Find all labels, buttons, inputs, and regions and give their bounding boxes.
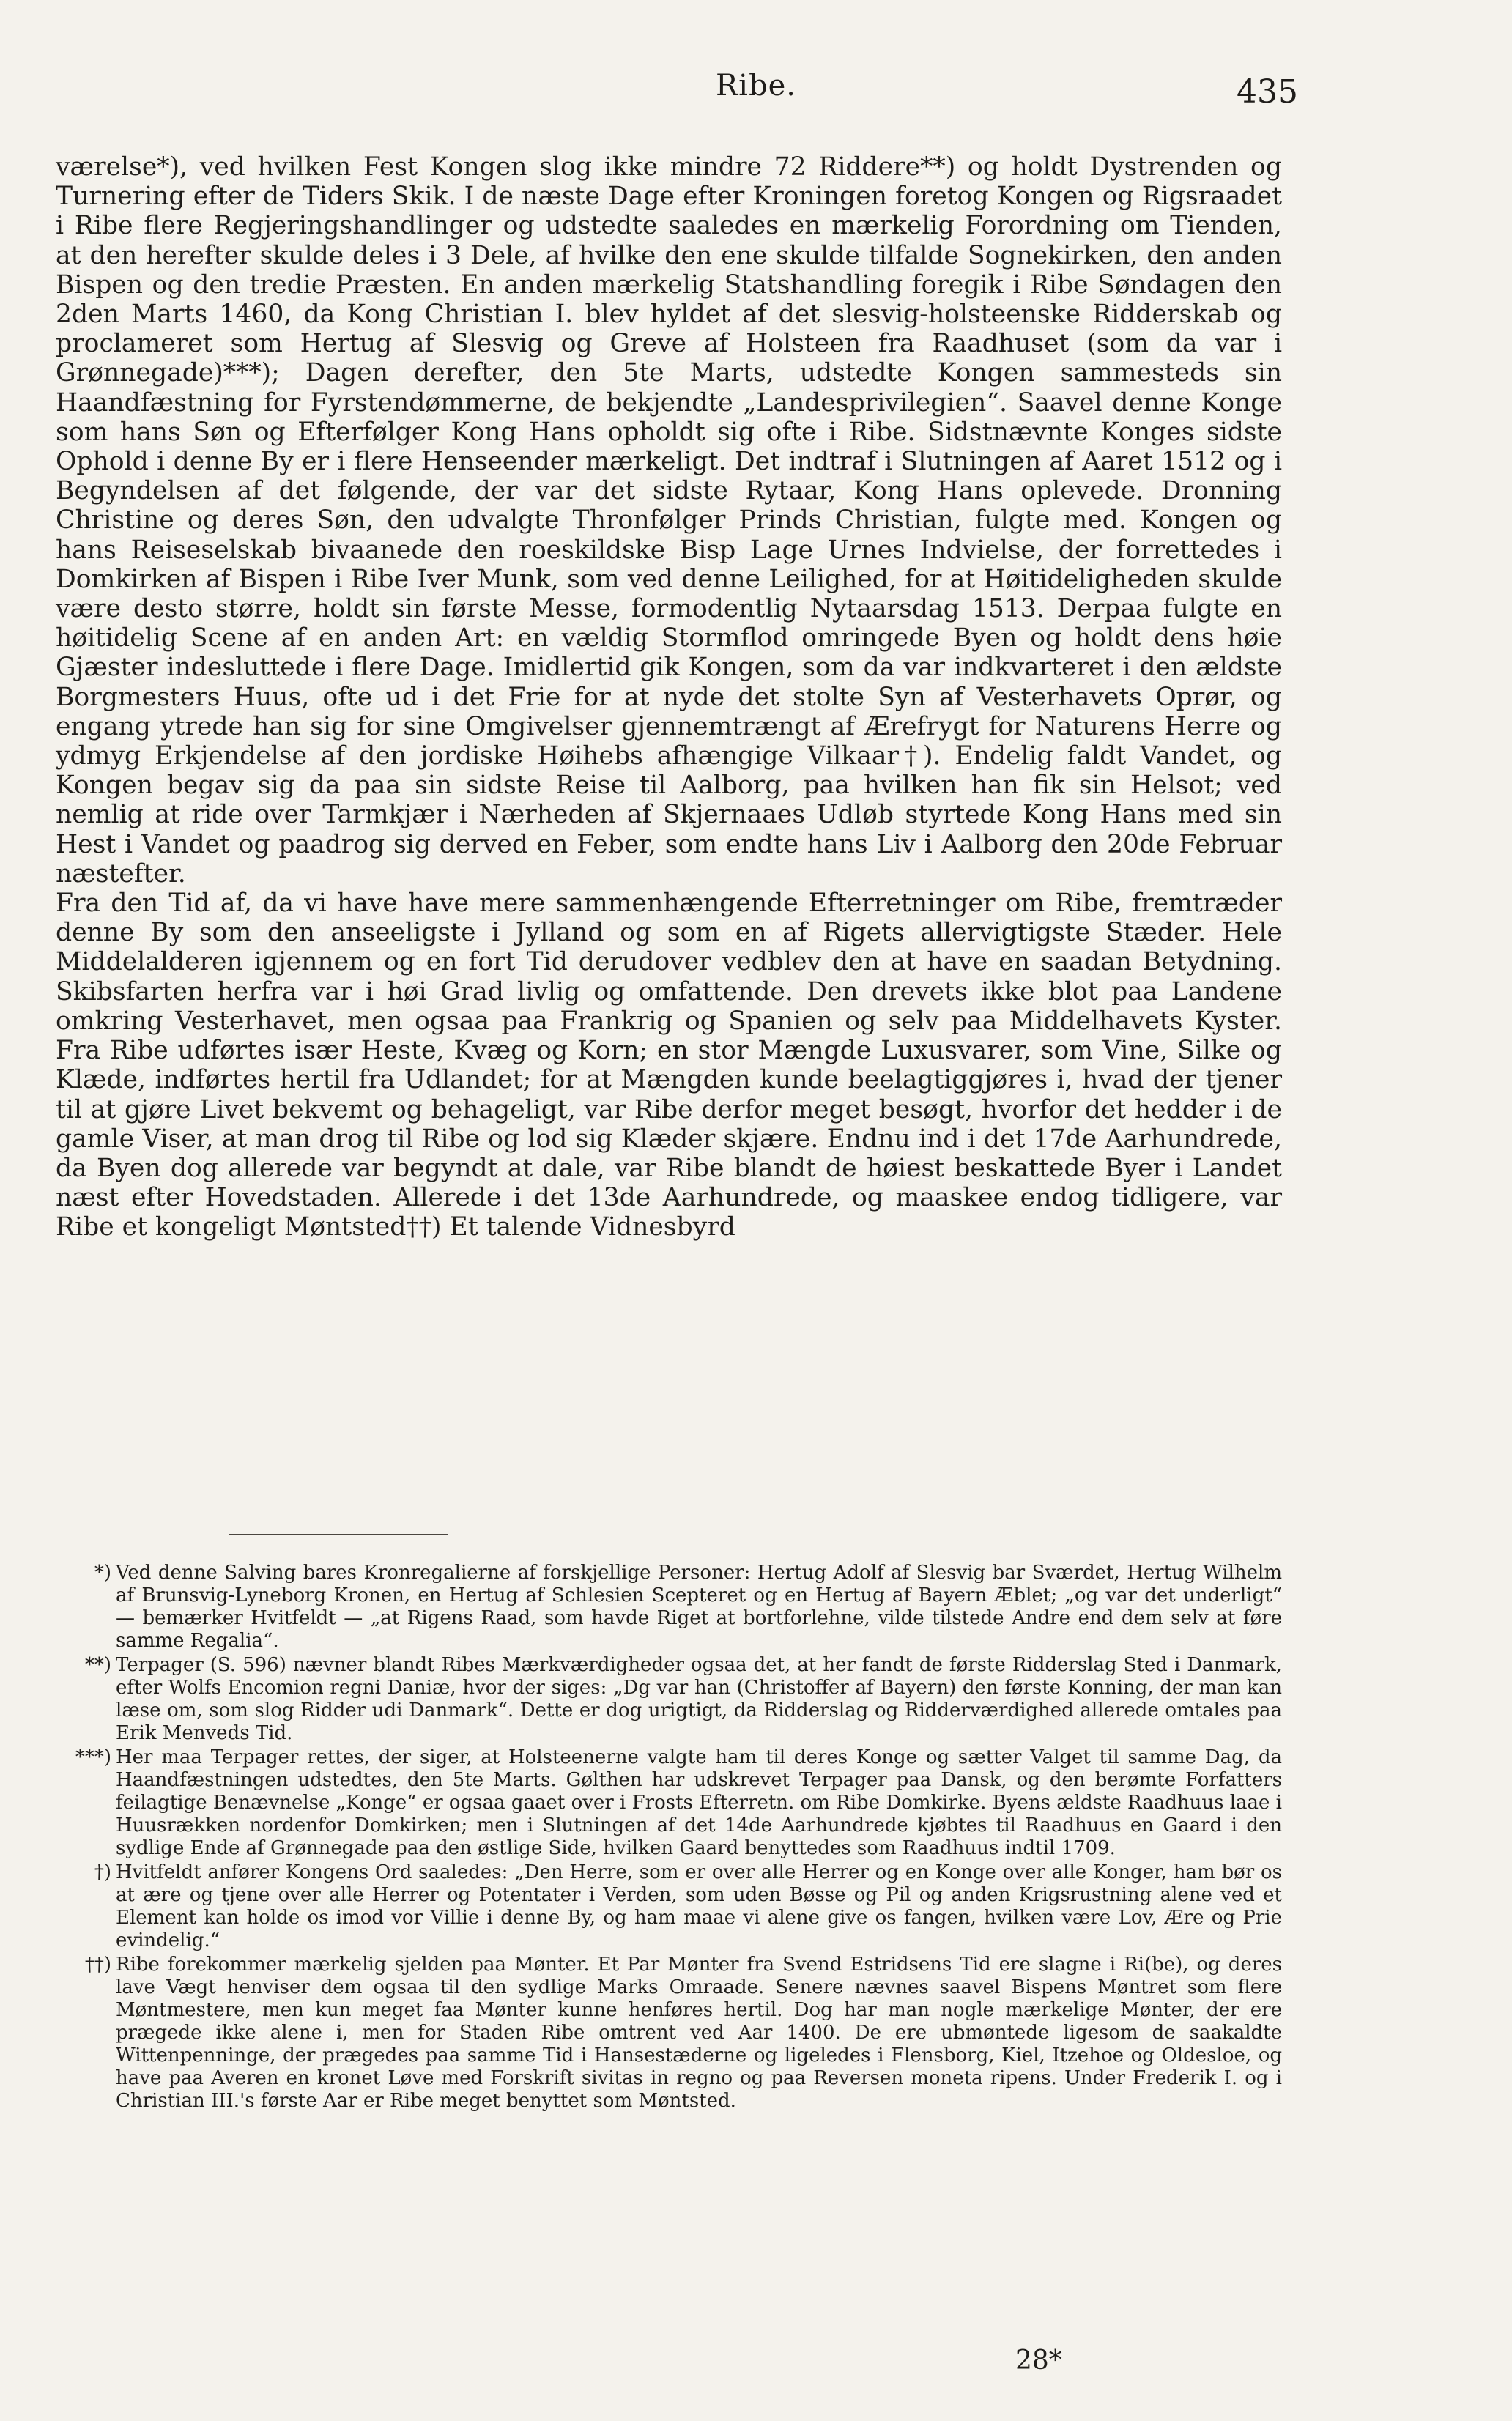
footnote-text: Ved denne Salving bares Kronregalierne af forskjellige Personer: Hertug Adolf af Slesvig bar Sværdet, Hertug Wilhelm af Brunsvig-Lyneborg Kronen, en Hertug af Schlesien Scepteret og en Hertug af Bayern Æblet; „og var det underligt“ — bemærker Hvitfeldt — „at Rigens Raad, som havde Riget at bortforlehne, vilde tilstede Andre end dem selv at føre samme Regalia“. (116, 1562, 1282, 1652)
running-title: Ribe. (716, 69, 796, 103)
footnote-mark: ††) (84, 1954, 111, 1976)
footnote (56, 1654, 1282, 1745)
footnote (56, 1954, 1282, 2113)
running-head (0, 64, 1512, 111)
footnote-text: Terpager (S. 596) nævner blandt Ribes Mærkværdigheder ogsaa det, at her fandt de første Ridderslag Sted i Danmark, efter Wolfs Encomion regni Daniæ, hvor der siges: „Dg var han (Christoffer af Bayern) den første Konning, der man kan læse om, som slog Ridder udi Danmark“. Dette er dog urigtigt, da Ridderslag og Ridderværdighed allerede omtales paa Erik Menveds Tid. (116, 1654, 1282, 1744)
footnote-rule (229, 1534, 448, 1535)
paragraph: Fra den Tid af, da vi have have mere sammenhængende Efterretninger om Ribe, fremtræder denne By som den anseeligste i Jylland og som en af Rigets allervigtigste Stæder. Hele Middelalderen igjennem og en fort Tid derudover vedblev den at have en saadan Betydning. Skibsfarten herfra var i høi Grad livlig og omfattende. Den drevets ikke blot paa Landene omkring Vesterhavet, men ogsaa paa Frankrig og Spanien og selv paa Middelhavets Kyster. Fra Ribe udførtes især Heste, Kvæg og Korn; en stor Mængde Luxusvarer, som Vine, Silke og Klæde, indførtes hertil fra Udlandet; for at Mængden kunde beelagtiggjøres i, hvad der tjener til at gjøre Livet bekvemt og behageligt, var Ribe derfor meget besøgt, hvorfor det hedder i de gamle Viser, at man drog til Ribe og lod sig Klæder skjære. Endnu ind i det 17de Aarhundrede, da Byen dog allerede var begyndt at dale, var Ribe blandt de høiest beskattede Byer i Landet næst efter Hovedstaden. Allerede i det 13de Aarhundrede, og maaskee endog tidligere, var Ribe et kongeligt Møntsted††) Et talende Vidnesbyrd (56, 889, 1282, 1242)
footnotes (56, 1562, 1282, 2114)
footnote-text: Hvitfeldt anfører Kongens Ord saaledes: „Den Herre, som er over alle Herrer og en Konge over alle Konger, ham bør os at ære og tjene over alle Herrer og Potentater i Verden, som uden Bøsse og Pil og anden Krigsrustning alene ved et Element kan holde os imod vor Villie i denne By, og ham maae vi alene give os fangen, hvilken være Lov, Ære og Prie evindelig.“ (116, 1861, 1282, 1951)
footnote-mark: ***) (75, 1746, 111, 1768)
footnote (56, 1746, 1282, 1860)
signature-mark: 28* (1015, 2346, 1062, 2376)
paragraph: værelse*), ved hvilken Fest Kongen slog ikke mindre 72 Riddere**) og holdt Dystrenden og Turnering efter de Tiders Skik. I de næste Dage efter Kroningen foretog Kongen og Rigsraadet i Ribe flere Regjeringshandlinger og udstedte saaledes en mærkelig Forordning om Tienden, at den herefter skulde deles i 3 Dele, af hvilke den ene skulde tilfalde Sognekirken, den anden Bispen og den tredie Præsten. En anden mærkelig Statshandling foregik i Ribe Søndagen den 2den Marts 1460, da Kong Christian I. blev hyldet af det slesvig-holsteenske Ridderskab og proclameret som Hertug af Slesvig og Greve af Holsteen fra Raadhuset (som da var i Grønnegade)***); Dagen derefter, den 5te Marts, udstedte Kongen sammesteds sin Haandfæstning for Fyrstendømmerne, de bekjendte „Landesprivilegien“. Saavel denne Konge som hans Søn og Efterfølger Kong Hans opholdt sig ofte i Ribe. Sidstnævnte Konges sidste Ophold i denne By er i flere Henseender mærkeligt. Det indtraf i Slutningen af Aaret 1512 og i Begyndelsen af det følgende, der var det sidste Rytaar, Kong Hans oplevede. Dronning Christine og deres Søn, den udvalgte Thronfølger Prinds Christian, fulgte med. Kongen og hans Reiseselskab bivaanede den roeskildske Bisp Lage Urnes Indvielse, der forrettedes i Domkirken af Bispen i Ribe Iver Munk, som ved denne Leilighed, for at Høitideligheden skulde være desto større, holdt sin første Messe, formodentlig Nytaarsdag 1513. Derpaa fulgte en høitidelig Scene af en anden Art: en vældig Stormflod omringede Byen og holdt dens høie Gjæster indesluttede i flere Dage. Imidlertid gik Kongen, som da var indkvarteret i den ældste Borgmesters Huus, ofte ud i det Frie for at nyde det stolte Syn af Vesterhavets Oprør, og engang ytrede han sig for sine Omgivelser gjennemtrængt af Ærefrygt for Naturens Herre og ydmyg Erkjendelse af den jordiske Høihebs afhængige Vilkaar†). Endelig faldt Vandet, og Kongen begav sig da paa sin sidste Reise til Aalborg, paa hvilken han fik sin Helsot; ved nemlig at ride over Tarmkjær i Nærheden af Skjernaaes Udløb styrtede Kong Hans med sin Hest i Vandet og paadrog sig derved en Feber, som endte hans Liv i Aalborg den 20de Februar næstefter. (56, 152, 1282, 889)
footnote-text: Her maa Terpager rettes, der siger, at Holsteenerne valgte ham til deres Konge og sætter Valget til samme Dag, da Haandfæstningen udstedtes, den 5te Marts. Gølthen har udskrevet Terpager paa Dansk, og den berømte Forfatters feilagtige Benævnelse „Konge“ er ogsaa gaaet over i Frosts Efterretn. om Ribe Domkirke. Byens ældste Raadhuus laae i Huusrækken nordenfor Domkirken; men i Slutningen af det 14de Aarhundrede kjøbtes til Raadhuus en Gaard i den sydlige Ende af Grønnegade paa den østlige Side, hvilken Gaard benyttedes som Raadhuus indtil 1709. (116, 1746, 1282, 1859)
page-number: 435 (1237, 73, 1298, 111)
footnote-mark: *) (94, 1562, 111, 1584)
main-text (56, 152, 1282, 1242)
footnote (56, 1562, 1282, 1653)
footnote (56, 1861, 1282, 1952)
footnote-mark: **) (84, 1654, 111, 1676)
footnote-text: Ribe forekommer mærkelig sjelden paa Mønter. Et Par Mønter fra Svend Estridsens Tid ere slagne i Ri(be), og deres lave Vægt henviser dem ogsaa til den sydlige Marks Omraade. Senere nævnes saavel Bispens Møntret som flere Møntmestere, men kun meget faa Mønter kunne henføres hertil. Dog har man nogle mærkelige Mønter, der ere prægede ikke alene i, men for Staden Ribe omtrent ved Aar 1400. De ere ubmøntede ligesom de saakaldte Wittenpenninge, der prægedes paa samme Tid i Hansestæderne og ligeledes i Flensborg, Kiel, Itzehoe og Oldesloe, og have paa Averen en kronet Løve med Forskrift sivitas in regno og paa Reversen moneta ripens. Under Frederik I. og i Christian III.'s første Aar er Ribe meget benyttet som Møntsted. (116, 1954, 1282, 2112)
footnote-mark: †) (94, 1861, 111, 1883)
